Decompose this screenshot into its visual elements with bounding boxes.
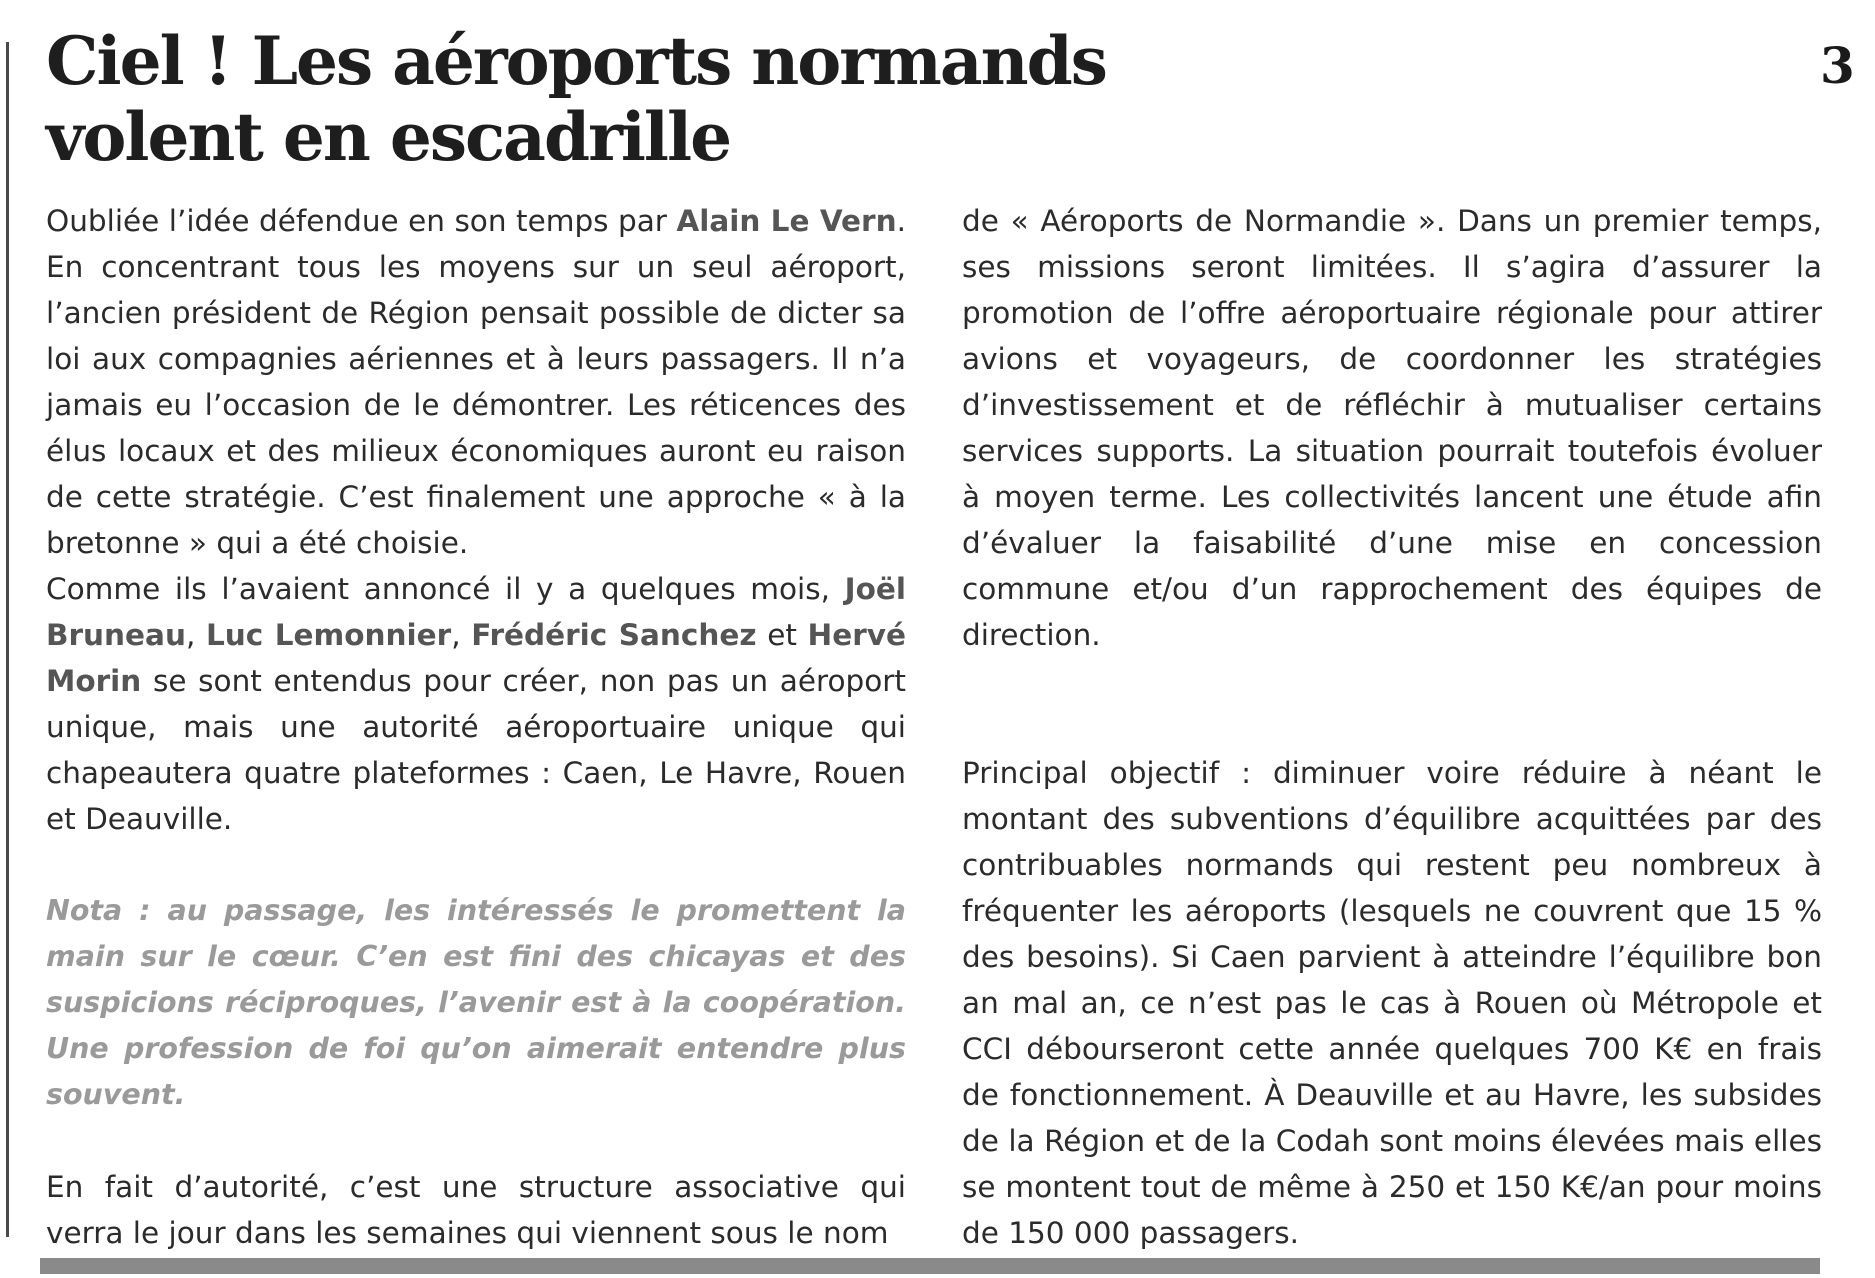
article-column-left: [46, 198, 906, 1256]
person-name-joel-bruneau: Joël Bruneau: [46, 572, 906, 652]
paragraph-intro-text-a: Oubliée l’idée défendue en son temps par: [46, 204, 677, 238]
person-name-herve-morin: Hervé Morin: [46, 618, 906, 698]
paragraph-intro: [46, 198, 906, 566]
person-name-frederic-sanchez: Frédéric Sanchez: [471, 618, 757, 652]
paragraph-spacer: [46, 1118, 906, 1164]
paragraph-agreement-text-a: Comme ils l’avaient annoncé il y a quelques mois,: [46, 572, 845, 606]
paragraph-agreement: [46, 566, 906, 842]
page-number: 3: [1820, 36, 1855, 95]
paragraph-spacer: [962, 704, 1822, 750]
paragraph-spacer: [962, 658, 1822, 704]
nota-note: Nota : au passage, les intéressés le promettent la main sur le cœur. C’en est fini des chicayas et des suspicions réciproques, l’avenir est à la coopération. Une profession de foi qu’on aimerait entendre plus souvent.: [46, 894, 906, 1111]
bottom-rule: [40, 1258, 1820, 1274]
article-title-line-1: Ciel ! Les aéroports normands: [46, 22, 1106, 100]
name-separator: ,: [185, 618, 206, 652]
paragraph-intro-text-b: . En concentrant tous les moyens sur un seul aéroport, l’ancien président de Région pensait possible de dicter sa loi aux compagnies aériennes et à leurs passagers. Il n’a jamais eu l’occasion de le démontrer. Les réticences des élus locaux et des milieux économiques auront eu raison de cette stratégie. C’est finalement une approche « à la bretonne » qui a été choisie.: [46, 204, 906, 560]
paragraph-missions: de « Aéroports de Normandie ». Dans un premier temps, ses missions seront limitées. Il s’agira d’assurer la promotion de l’offre aéroportuaire régionale pour attirer avions et voyageurs, de coordonner les stratégies d’investissement et de réfléchir à mutualiser certains services supports. La situation pourrait toutefois évoluer à moyen terme. Les collectivités lancent une étude afin d’évaluer la faisabilité d’une mise en concession commune et/ou d’un rapprochement des équipes de direction.: [962, 204, 1822, 652]
paragraph-objective: Principal objectif : diminuer voire réduire à néant le montant des subventions d’équilibre acquittées par des contribuables normands qui restent peu nombreux à fréquenter les aéroports (lesquels ne couvrent que 15 % des besoins). Si Caen parvient à atteindre l’équilibre bon an mal an, ce n’est pas le cas à Rouen où Métropole et CCI débourseront cette année quelques 700 K€ en frais de fonctionnement. À Deauville et au Havre, les subsides de la Région et de la Codah sont moins élevées mais elles se montent tout de même à 250 et 150 K€/an pour moins de 150 000 passagers.: [962, 756, 1822, 1250]
article-title-line-2: volent en escadrille: [46, 97, 731, 176]
article-column-right: [962, 198, 1822, 1256]
person-name-alain-le-vern: Alain Le Vern: [676, 204, 897, 238]
paragraph-spacer: [46, 842, 906, 888]
name-separator: et: [756, 618, 808, 652]
left-margin-rule: [6, 42, 9, 1237]
person-name-luc-lemonnier: Luc Lemonnier: [205, 618, 452, 652]
paragraph-structure: En fait d’autorité, c’est une structure associative qui verra le jour dans les semaines qui viennent sous le nom: [46, 1170, 906, 1250]
article-title: [46, 24, 1346, 176]
paragraph-agreement-text-b: se sont entendus pour créer, non pas un aéroport unique, mais une autorité aéroportuaire unique qui chapeautera quatre plateformes : Caen, Le Havre, Rouen et Deauville.: [46, 664, 906, 836]
name-separator: ,: [451, 618, 472, 652]
